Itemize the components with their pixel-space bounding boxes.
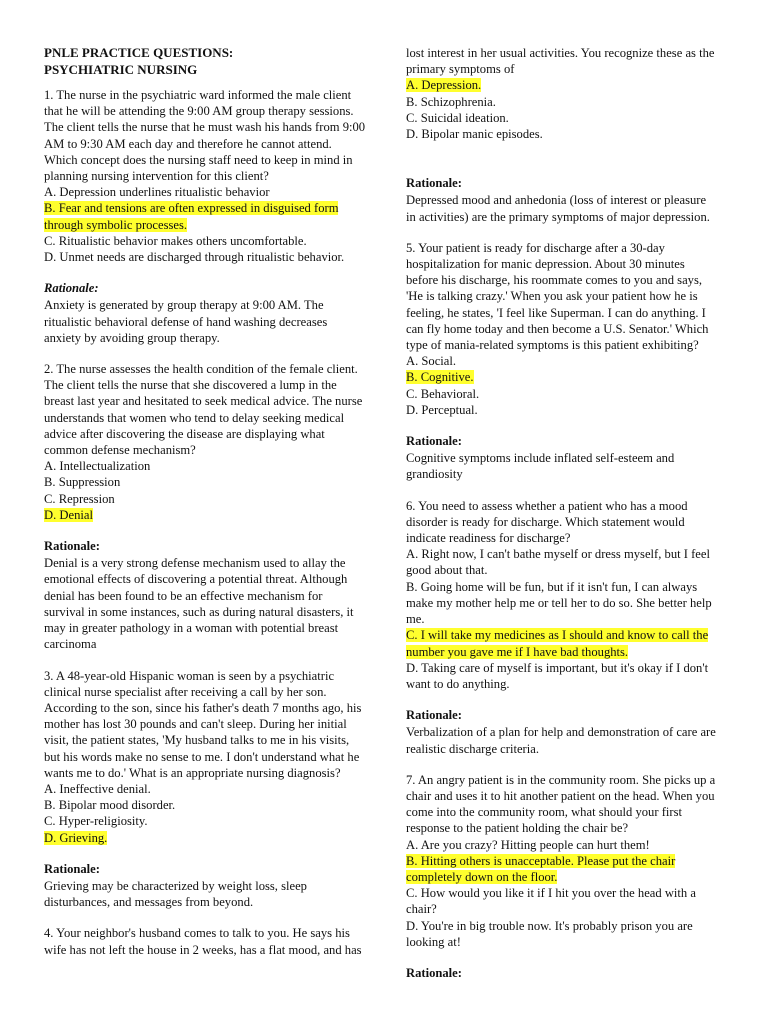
question-3-option-b: B. Bipolar mood disorder. [44,798,176,813]
question-5-rationale-label: Rationale: [406,434,462,449]
question-4-option-c: C. Suicidal ideation. [406,110,509,125]
question-3-option-c: C. Hyper-religiosity. [44,814,148,829]
question-6-option-d: D. Taking care of myself is important, but it's okay if I don't want to do anything. [406,660,709,691]
question-1-answer-highlight: B. Fear and tensions are often expressed in disguised form through symbolic processes. [44,201,339,232]
question-4-option-d: D. Bipolar manic episodes. [406,127,543,142]
question-4-option-a [406,77,718,93]
question-7 [406,772,718,950]
question-5-option-b [406,369,718,385]
question-3 [44,668,366,846]
question-6 [406,498,718,692]
question-2-option-a: A. Intellectualization [44,459,151,474]
title-line-1: PNLE PRACTICE QUESTIONS: [44,45,234,60]
question-6-answer-highlight: C. I will take my medicines as I should and know to call the number you gave me if I have bad thoughts. [406,628,709,659]
question-6-option-a: A. Right now, I can't bathe myself or dress myself, but I feel good about that. [406,547,710,578]
question-1-rationale-label: Rationale: [44,281,99,296]
question-1-option-a: A. Depression underlines ritualistic behavior [44,185,270,200]
question-4-rationale-label: Rationale: [406,176,462,191]
question-2-option-c: C. Repression [44,491,115,506]
question-7-stem: 7. An angry patient is in the community room. She picks up a chair and uses it to hit another patient on the head. When you come into the community room, what should your first response to the patient holding the chair be? [406,772,716,836]
question-7-option-b [406,853,718,885]
question-4 [406,45,718,142]
question-5-option-a: A. Social. [406,354,457,369]
question-4-stem-part-1: 4. Your neighbor's husband comes to talk to you. He says his wife has not left the house in 2 weeks, has a flat mood, and has [44,926,362,957]
question-2-stem: 2. The nurse assesses the health condition of the female client. The client tells the nurse that she discovered a lump in the breast last year and hesitated to seek medical advice. The nurse understands that women who tend to delay seeking medical advice after discovering the disease are displaying what common defense mechanism? [44,362,363,458]
question-6-rationale: Verbalization of a plan for help and demonstration of care are realistic discharge criteria. [406,725,716,756]
question-3-rationale: Grieving may be characterized by weight loss, sleep disturbances, and messages from beyond. [44,878,307,910]
question-5-answer-highlight: B. Cognitive. [406,370,474,385]
question-3-rationale-label: Rationale: [44,861,100,876]
question-2 [44,361,366,523]
question-1-option-d: D. Unmet needs are discharged through ritualistic behavior. [44,250,345,265]
question-4-rationale: Depressed mood and anhedonia (loss of interest or pleasure in activities) are the primary symptoms of major depression. [406,193,710,224]
question-2-answer-highlight: D. Denial [44,507,93,522]
question-1-rationale: Anxiety is generated by group therapy at 9:00 AM. The ritualistic behavioral defense of hand washing decreases anxiety by avoiding group therapy. [44,298,328,345]
question-7-answer-highlight: B. Hitting others is unacceptable. Please put the chair completely down on the floor. [406,853,676,884]
question-6-option-c [406,627,718,659]
right-column [406,45,718,982]
question-1-option-b [44,200,366,232]
question-7-rationale-label: Rationale: [406,965,462,980]
question-3-answer-highlight: D. Grieving. [44,830,108,845]
question-6-option-b: B. Going home will be fun, but if it isn't fun, I can always make my mother help me or tell her to do so. She better help me. [406,579,712,627]
title-line-2: PSYCHIATRIC NURSING [44,62,198,77]
question-2-rationale: Denial is a very strong defense mechanism used to allay the emotional effects of discovering a potential threat. Although denial has been found to be an effective mechanism for survival in some instances, such as during natural disasters, it may in greater pathology in a woman with potential breast carcinoma [44,556,354,652]
document-title [44,44,366,78]
question-2-rationale-label: Rationale: [44,539,100,554]
question-4-option-b: B. Schizophrenia. [406,94,496,109]
left-column [44,44,366,958]
question-7-option-d: D. You're in big trouble now. It's probably prison you are looking at! [406,918,693,949]
question-7-option-a: A. Are you crazy? Hitting people can hurt them! [406,837,650,852]
question-6-rationale-label: Rationale: [406,708,462,723]
question-7-option-c: C. How would you like it if I hit you over the head with a chair? [406,886,696,917]
question-6-stem: 6. You need to assess whether a patient who has a mood disorder is ready for discharge. Which statement would indicate readiness for discharge? [406,498,688,546]
question-5 [406,240,718,418]
question-5-option-c: C. Behavioral. [406,386,480,401]
question-3-option-a: A. Ineffective denial. [44,781,151,796]
question-5-stem: 5. Your patient is ready for discharge after a 30-day hospitalization for manic depression. About 30 minutes before his discharge, his roommate comes to you and says, 'He is talking crazy.' When you ask your patient how he is feeling, he states, 'I feel like Superman. I can do anything. I can fly home today and then become a U.S. Senator.' Which type of mania-related symptoms is this patient exhibiting? [406,240,709,353]
question-1-stem: 1. The nurse in the psychiatric ward informed the male client that he will be attending the 9:00 AM group therapy sessions. The client tells the nurse that he must wash his hands from 9:00 AM to 9:30 AM each day and therefore he cannot attend. Which concept does the nursing staff need to keep in mind in planning nursing intervention for this client? [44,88,366,184]
question-4-stem-part-2: lost interest in her usual activities. You recognize these as the primary symptoms of [406,46,715,77]
question-2-option-d [44,507,366,523]
question-4-answer-highlight: A. Depression. [406,78,482,93]
question-1 [44,87,366,265]
question-3-stem: 3. A 48-year-old Hispanic woman is seen by a psychiatric clinical nurse specialist after receiving a call by her son. According to the son, since his father's death 7 months ago, his mother has lost 30 pounds and can't sleep. During her initial visit, the patient states, 'My husband talks to me in his visits, but his words make no sense to me. I don't understand what he wants me to do.' What is an appropriate nursing diagnosis? [44,668,362,780]
question-1-option-c: C. Ritualistic behavior makes others uncomfortable. [44,233,307,248]
question-3-option-d [44,830,366,846]
question-5-rationale: Cognitive symptoms include inflated self-esteem and grandiosity [406,451,675,482]
question-5-option-d: D. Perceptual. [406,402,478,417]
question-2-option-b: B. Suppression [44,475,121,490]
